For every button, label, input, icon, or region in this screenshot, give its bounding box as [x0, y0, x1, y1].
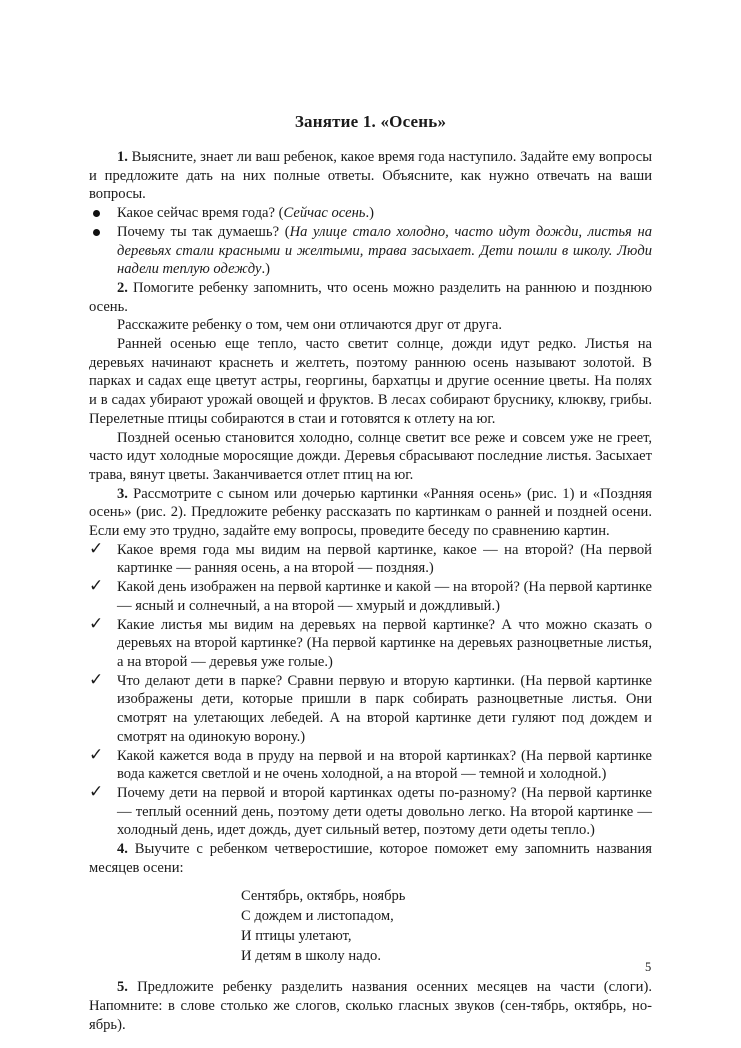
- checkmark-icon: ✓: [89, 781, 104, 802]
- paragraph-text: Рассмотрите с сыном или дочерью картинки «Ранняя осень» (рис. 1) и «Поздняя осень» (рис. 2). Предложите ребенку рассказать по картинкам о ранней и поздней осени. Если ему это трудно, задайте ему вопросы, проведите беседу по сравнению картин.: [89, 485, 652, 540]
- checkmark-icon: ✓: [89, 576, 104, 597]
- paragraph-5: [89, 978, 652, 1034]
- check-item: [89, 669, 652, 747]
- poem-quatrain: [241, 886, 652, 966]
- poem-line: Сентябрь, октябрь, ноябрь: [241, 888, 406, 905]
- check-item: [89, 538, 652, 578]
- poem-line: С дождем и листопадом,: [241, 908, 394, 925]
- paragraph-text: Помогите ребенку запомнить, что осень можно разделить на раннюю и позднюю осень.: [89, 279, 652, 315]
- checkmark-icon: ✓: [89, 613, 104, 634]
- check-item-text: Почему дети на первой и второй картинках одеты по-разному? (На первой картинке — теплый осенний день, поэтому дети одеты довольно легко. На второй картинке — холодный день, идет дождь, дует сильный ветер, поэтому дети одеты тепло.): [117, 784, 652, 839]
- check-item: [89, 578, 652, 615]
- lesson-title: Занятие 1. «Осень»: [294, 112, 447, 131]
- check-item: [89, 744, 652, 784]
- checkmark-icon: ✓: [89, 538, 104, 559]
- checkmark-icon: ✓: [89, 669, 104, 690]
- paragraph-1: [89, 148, 652, 204]
- bullet-item: [89, 204, 652, 223]
- paragraph-number: 3.: [117, 485, 128, 502]
- paragraph-number: 1.: [117, 149, 128, 165]
- bullet-dot-icon: [93, 229, 100, 236]
- paragraph-text: Предложите ребенку разделить названия осенних месяцев на части (слоги). Напомните: в слове столько же слогов, сколько гласных звуков (сен-тябрь, октябрь, но-ябрь).: [89, 979, 652, 1033]
- paragraph-2d: Поздней осенью становится холодно, солнце светит все реже и совсем уже не греет, часто идут холодные моросящие дожди. Деревья сбрасывают последние листья. Засыхает трава, вянут цветы. Заканчивается отлет птиц на юг.: [89, 429, 652, 483]
- paragraph-number: 2.: [117, 279, 128, 296]
- paragraph-2b: Расскажите ребенку о том, чем они отличаются друг от друга.: [117, 317, 503, 334]
- checklist: [89, 538, 652, 840]
- bullet-answer: На улице стало холодно, часто идут дожди, листья на деревьях стали красными и желтыми, трава засыхает. Дети пошли в школу. Люди надели теплую одежду: [117, 223, 652, 278]
- bullet-dot-icon: [93, 210, 100, 217]
- paragraph-text: Выучите с ребенком четверостишие, которое поможет ему запомнить названия месяцев осени:: [89, 841, 652, 876]
- check-item-text: Что делают дети в парке? Сравни первую и вторую картинки. (На первой картинке изображены дети, которые пришли в парк собирать разноцветные листья. Они смотрят на улетающих лебедей. А на второй картинке дети гуляют под дождем и смотрят на одинокую ворону.): [117, 672, 652, 745]
- bullet-question: Почему ты так думаешь? (: [117, 223, 290, 240]
- check-item: [89, 613, 652, 672]
- question-bullet-list: [89, 204, 652, 279]
- check-item-text: Какой кажется вода в пруду на первой и на второй картинках? (На первой картинке вода кажется светлой и не очень холодной, а на второй — темной и холодной.): [117, 747, 652, 783]
- paragraph-number: 5.: [117, 979, 128, 996]
- bullet-item: [89, 223, 652, 279]
- bullet-question: Какое сейчас время года? (: [117, 205, 284, 222]
- page-number: 5: [645, 960, 652, 974]
- paragraph-4: [89, 840, 652, 877]
- check-item-text: Какие листья мы видим на деревьях на первой картинке? А что можно сказать о деревьях на второй картинке? (На первой картинке на деревьях разноцветные листья, а на второй — деревья уже голые.): [117, 616, 652, 670]
- paragraph-2: [89, 279, 652, 316]
- poem-line: И детям в школу надо.: [241, 948, 381, 965]
- check-item-text: Какое время года мы видим на первой картинке, какое — на второй? (На первой картинке — ранняя осень, а на второй — поздняя.): [117, 541, 652, 577]
- paragraph-2c: Ранней осенью еще тепло, часто светит солнце, дожди идут редко. Листья на деревьях начинают краснеть и желтеть, поэтому раннюю осень называют золотой. В парках и садах еще цветут астры, георгины, бархатцы и другие осенние цветы. На полях и в садах убирают урожай овощей и фруктов. В лесах собирают бруснику, клюкву, грибы. Перелетные птицы собираются в стаи и готовятся к отлету на юг.: [89, 336, 652, 427]
- checkmark-icon: ✓: [89, 744, 104, 765]
- bullet-answer: Сейчас осень: [283, 205, 366, 222]
- bullet-end: .): [261, 261, 270, 278]
- check-item: [89, 781, 652, 840]
- paragraph-text: Выясните, знает ли ваш ребенок, какое время года наступило. Задайте ему вопросы и предложите дать на них полные ответы. Объясните, как нужно отвечать на ваши вопросы.: [89, 149, 652, 203]
- paragraph-number: 4.: [117, 841, 128, 858]
- paragraph-3: [89, 485, 652, 541]
- check-item-text: Какой день изображен на первой картинке и какой — на второй? (На первой картинке — ясный и солнечный, а на второй — хмурый и дождливый.): [117, 579, 652, 614]
- poem-line: И птицы улетают,: [241, 928, 352, 945]
- bullet-end: .): [365, 205, 374, 222]
- lesson-body: [89, 148, 652, 1035]
